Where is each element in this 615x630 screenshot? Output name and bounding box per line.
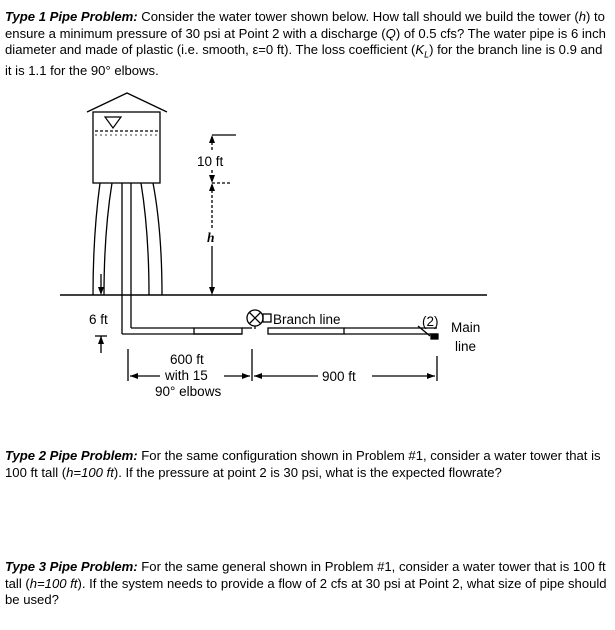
problem-1-h: h bbox=[578, 9, 587, 24]
label-600ft: 600 ft bbox=[170, 352, 204, 367]
problem-3-text-b: ). If the system needs to provide a flow of 2 cfs at 30 psi at Point 2, what size of pipe should be used? bbox=[5, 575, 607, 607]
tower-roof bbox=[87, 93, 167, 112]
problem-2-text-a: For the same configuration shown in Problem #1, consider a water tower that is 100 ft tall ( bbox=[5, 448, 601, 480]
problem-1-kl: K bbox=[415, 42, 425, 57]
label-main: Main bbox=[451, 320, 481, 335]
label-10ft: 10 ft bbox=[197, 154, 224, 169]
label-branch-line: Branch line bbox=[273, 312, 341, 327]
problem-3-text-a: For the same general shown in Problem #1, consider a water tower that is 100 ft tall ( bbox=[5, 559, 606, 591]
label-with-15: with 15 bbox=[165, 368, 208, 383]
tower-leg-left-outer bbox=[93, 183, 100, 295]
tower-tank bbox=[93, 112, 160, 183]
tower-leg-left-inner bbox=[104, 183, 112, 295]
pipe-segment-a bbox=[194, 328, 242, 334]
tower-leg-right-inner bbox=[141, 183, 149, 295]
pipe-segment-b bbox=[268, 328, 344, 334]
branch-outlet bbox=[263, 314, 271, 322]
problem-1-text-a: Consider the water tower shown below. How tall should we build the tower ( bbox=[137, 9, 579, 24]
label-6ft: 6 ft bbox=[89, 312, 108, 327]
point-2-marker bbox=[431, 334, 438, 339]
problem-1-label: Type 1 Pipe Problem: bbox=[5, 9, 138, 24]
problem-2-text bbox=[5, 448, 609, 481]
label-h: h bbox=[207, 230, 215, 245]
label-900ft: 900 ft bbox=[322, 369, 356, 384]
problem-1-text-d: ) for the branch line is 0.9 and it is 1.1 for the 90° elbows. bbox=[5, 42, 603, 79]
label-90-elbows: 90° elbows bbox=[155, 384, 222, 399]
problem-3-label: Type 3 Pipe Problem: bbox=[5, 559, 138, 574]
problem-3-h: h=100 ft bbox=[29, 575, 78, 591]
label-line: line bbox=[455, 339, 477, 354]
problem-1-text-b: ) to ensure a minimum pressure of 30 psi at Point 2 with a discharge ( bbox=[5, 9, 605, 41]
problem-1-q: Q bbox=[385, 25, 396, 41]
problem-2-label: Type 2 Pipe Problem: bbox=[5, 448, 138, 463]
problem-2-h: h=100 ft bbox=[66, 464, 114, 480]
tower-leg-right-outer bbox=[153, 183, 162, 295]
problem-3-text bbox=[5, 559, 609, 609]
label-point-2: (2) bbox=[422, 314, 439, 329]
problem-2-text-b: ). If the pressure at point 2 is 30 psi, what is the expected flowrate? bbox=[113, 464, 502, 480]
problem-1-kl-sub: L bbox=[424, 49, 430, 60]
water-level-icon bbox=[105, 117, 121, 128]
problem-1-text-c: ) of 0.5 cfs? The water pipe is 6 inch diameter and made of plastic (i.e. smooth, ε=0 ft). The loss coefficient ( bbox=[5, 25, 606, 57]
